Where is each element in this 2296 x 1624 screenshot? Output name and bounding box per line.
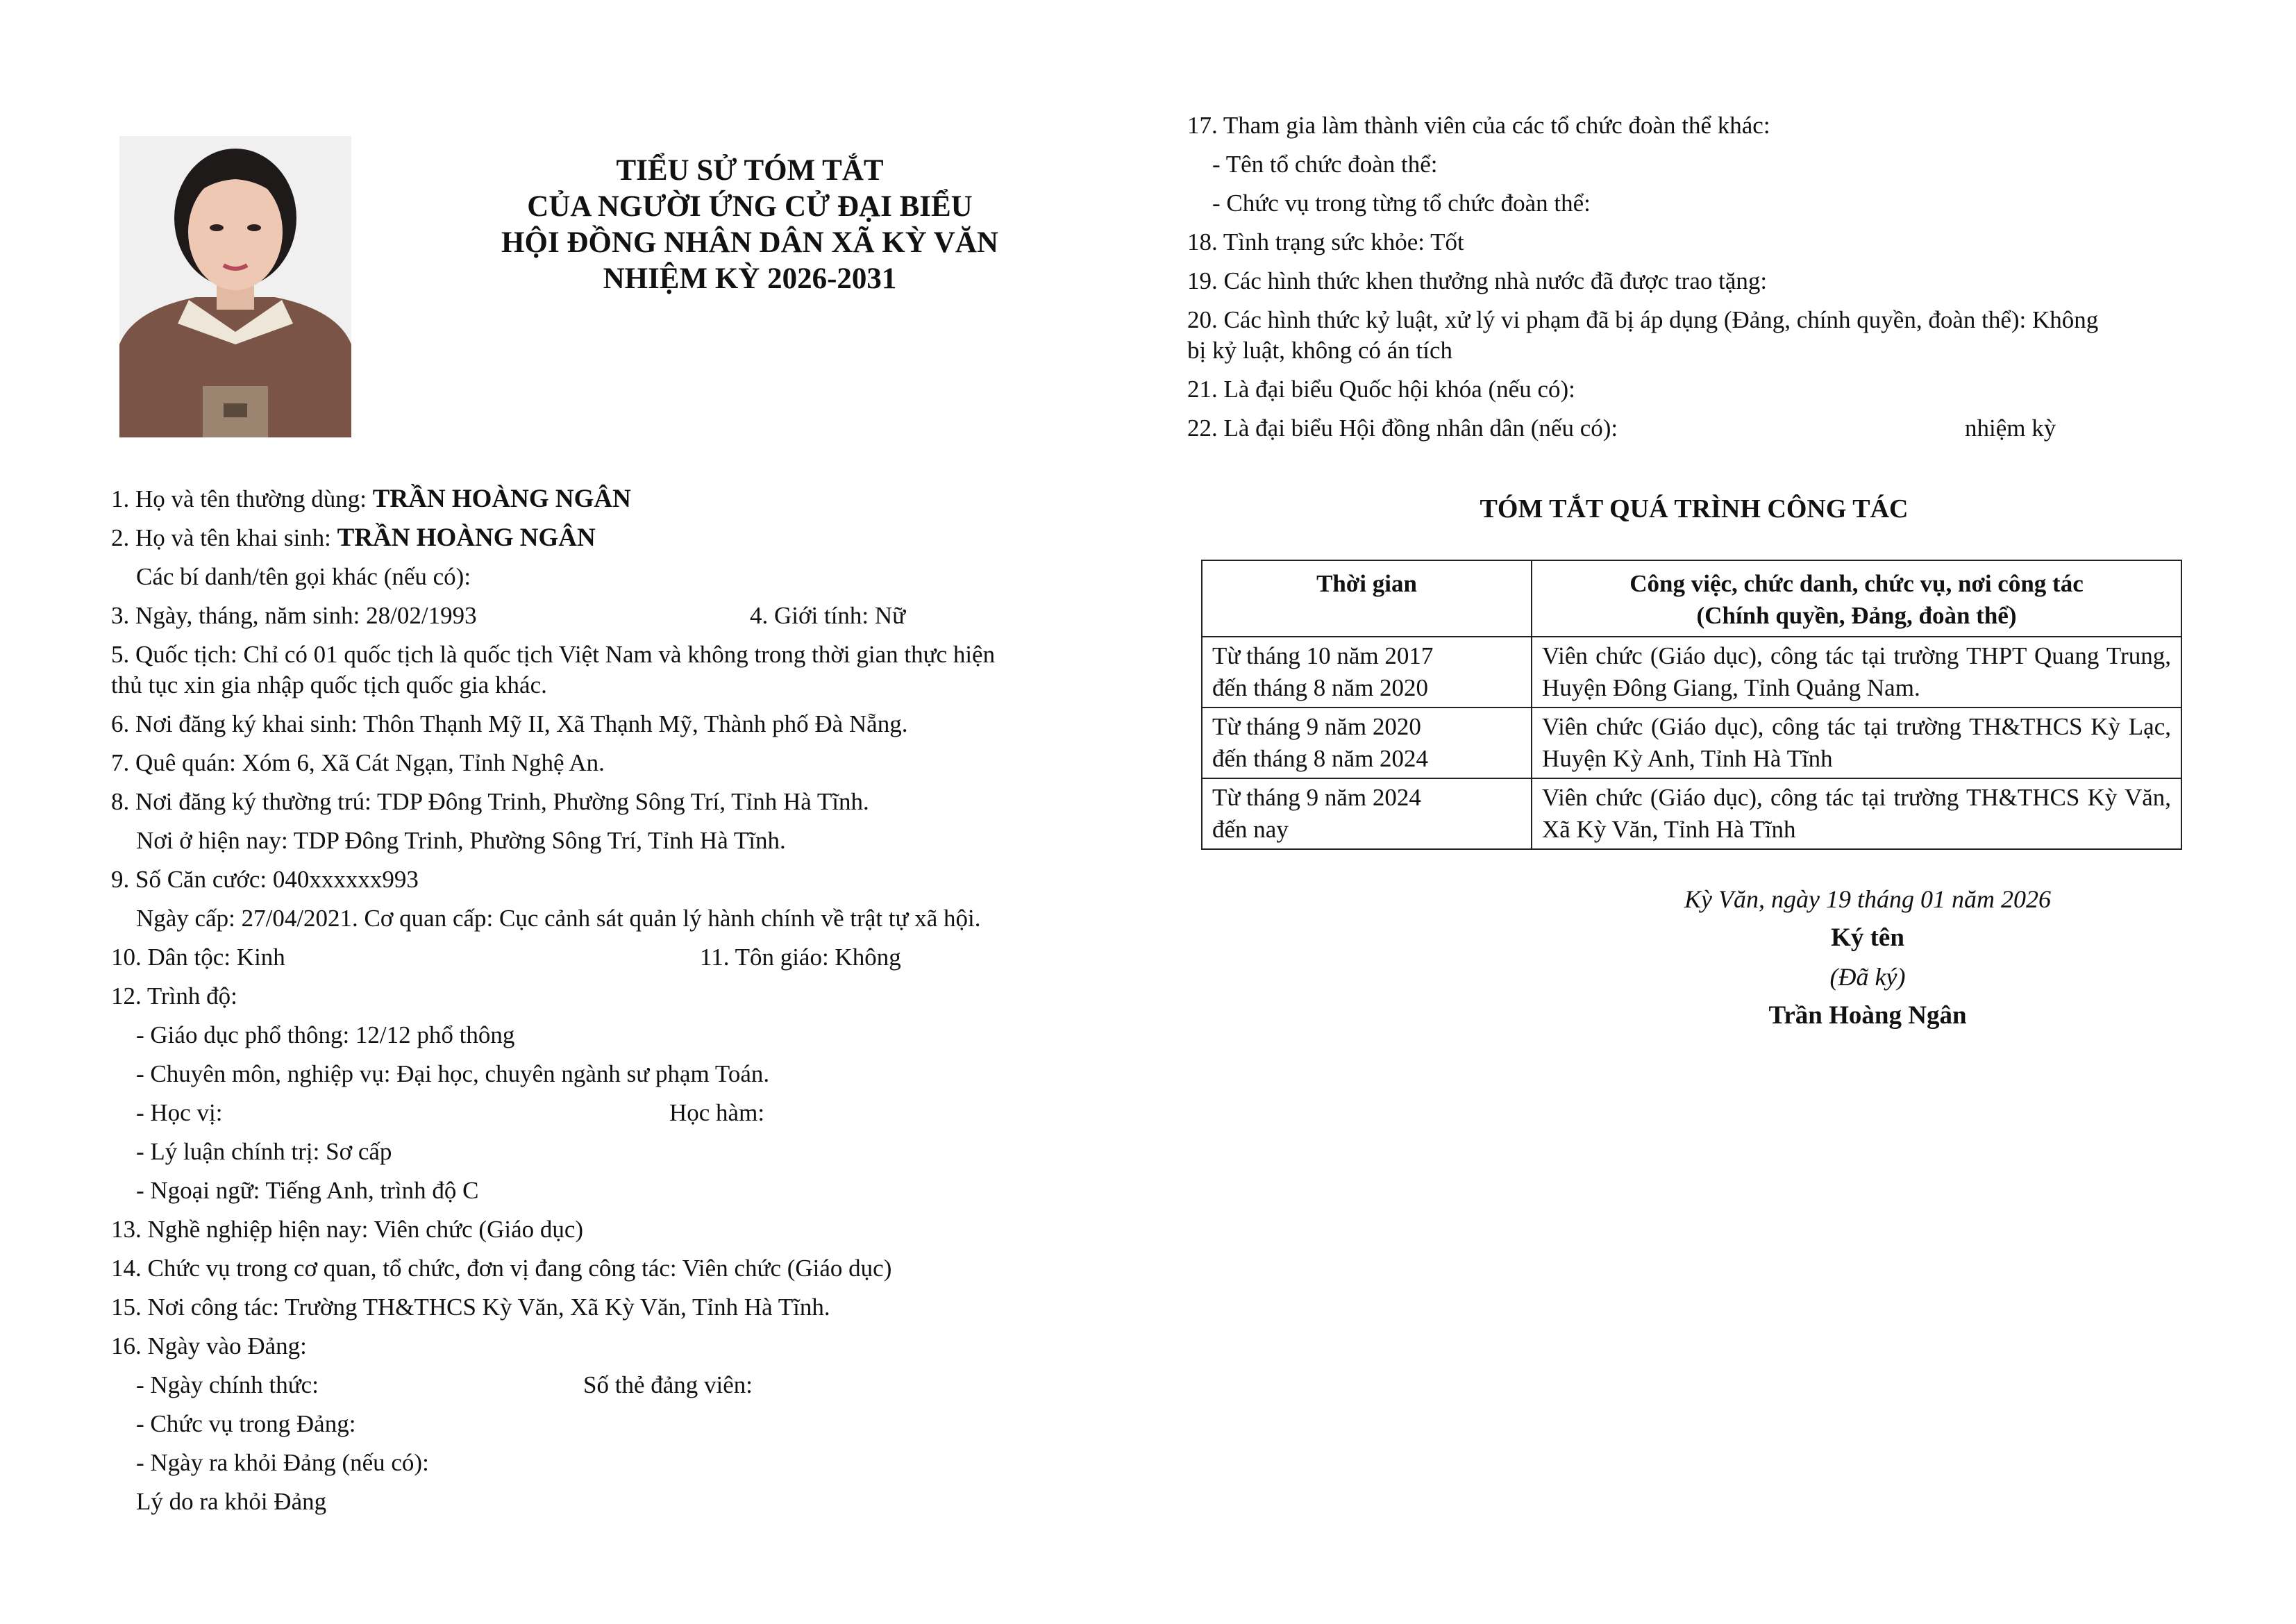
- item-1-label: 1. Họ và tên thường dùng:: [111, 485, 367, 512]
- item-17-org-name: - Tên tổ chức đoàn thể:: [1212, 151, 1438, 178]
- row-time: [1202, 708, 1532, 778]
- row-time: [1202, 778, 1532, 849]
- row-time-start: Từ tháng 9 năm 2020: [1212, 713, 1421, 740]
- item-16-party-position: - Chức vụ trong Đảng:: [136, 1410, 356, 1437]
- row-time-start: Từ tháng 10 năm 2017: [1212, 642, 1434, 669]
- row-job: Viên chức (Giáo dục), công tác tại trường TH&THCS Kỳ Văn, Xã Kỳ Văn, Tỉnh Hà Tĩnh: [1532, 778, 2181, 849]
- header-time-label: Thời gian: [1316, 570, 1417, 597]
- item-12-specialty: - Chuyên môn, nghiệp vụ: Đại học, chuyên ngành sư phạm Toán.: [136, 1060, 770, 1087]
- alias-line: Các bí danh/tên gọi khác (nếu có):: [136, 563, 471, 590]
- item-16-party-card: Số thẻ đảng viên:: [583, 1371, 753, 1398]
- item-19-awards: 19. Các hình thức khen thưởng nhà nước đã được trao tặng:: [1187, 267, 1768, 294]
- item-21-national-assembly: 21. Là đại biểu Quốc hội khóa (nếu có):: [1187, 376, 1575, 403]
- item-9-id-number: 9. Số Căn cước: 040xxxxxx993: [111, 866, 419, 893]
- item-2: [111, 524, 596, 553]
- table-row: [1202, 637, 2181, 708]
- item-20-line-1: 20. Các hình thức kỷ luật, xử lý vi phạm đã bị áp dụng (Đảng, chính quyền, đoàn thể): Không: [1187, 306, 2099, 333]
- title-line-4: NHIỆM KỲ 2026-2031: [603, 262, 897, 295]
- row-job: Viên chức (Giáo dục), công tác tại trường THPT Quang Trung, Huyện Đông Giang, Tỉnh Quảng Nam.: [1532, 637, 2181, 708]
- signature-signed-note: (Đã ký): [1829, 963, 1906, 991]
- item-12-general-education: - Giáo dục phổ thông: 12/12 phổ thông: [136, 1021, 515, 1048]
- item-12-education: 12. Trình độ:: [111, 982, 237, 1010]
- title-line-1: TIỂU SỬ TÓM TẮT: [616, 154, 884, 187]
- item-13-occupation: 13. Nghề nghiệp hiện nay: Viên chức (Giáo dục): [111, 1216, 584, 1243]
- row-time: [1202, 637, 1532, 708]
- row-job: Viên chức (Giáo dục), công tác tại trường TH&THCS Kỳ Lạc, Huyện Kỳ Anh, Tỉnh Hà Tĩnh: [1532, 708, 2181, 778]
- signature-place-date: Kỳ Văn, ngày 19 tháng 01 năm 2026: [1684, 885, 2051, 913]
- header-job-line-1: Công việc, chức danh, chức vụ, nơi công tác: [1629, 570, 2084, 597]
- row-time-end: đến nay: [1212, 816, 1289, 843]
- table-header-row: [1202, 560, 2181, 637]
- work-history-table: [1201, 560, 2182, 850]
- table-row: [1202, 708, 2181, 778]
- header-job: [1532, 560, 2181, 637]
- item-15-workplace: 15. Nơi công tác: Trường TH&THCS Kỳ Văn, Xã Kỳ Văn, Tỉnh Hà Tĩnh.: [111, 1294, 830, 1321]
- row-time-end: đến tháng 8 năm 2024: [1212, 745, 1429, 772]
- birth-name-value: TRẦN HOÀNG NGÂN: [337, 524, 596, 552]
- item-1: [111, 485, 631, 514]
- item-17-organizations: 17. Tham gia làm thành viên của các tổ chức đoàn thể khác:: [1187, 112, 1770, 139]
- item-6-birthplace: 6. Nơi đăng ký khai sinh: Thôn Thạnh Mỹ II, Xã Thạnh Mỹ, Thành phố Đà Nẵng.: [111, 710, 908, 737]
- item-16-official-date: - Ngày chính thức:: [136, 1371, 319, 1398]
- item-2-label: 2. Họ và tên khai sinh:: [111, 524, 331, 551]
- header-job-line-2: (Chính quyền, Đảng, đoàn thể): [1696, 602, 2017, 629]
- item-22-term: nhiệm kỳ: [1965, 415, 2056, 442]
- item-8-residence: 8. Nơi đăng ký thường trú: TDP Đông Trinh, Phường Sông Trí, Tỉnh Hà Tĩnh.: [111, 788, 869, 815]
- work-history-title: TÓM TẮT QUÁ TRÌNH CÔNG TÁC: [1480, 494, 1909, 524]
- item-16-party-leave-reason: Lý do ra khỏi Đảng: [136, 1488, 327, 1515]
- common-name-value: TRẦN HOÀNG NGÂN: [372, 485, 631, 513]
- item-5-line-1: 5. Quốc tịch: Chỉ có 01 quốc tịch là quốc tịch Việt Nam và không trong thời gian thực hiện: [111, 641, 996, 668]
- item-4-gender: 4. Giới tính: Nữ: [750, 602, 906, 629]
- item-22-peoples-council: 22. Là đại biểu Hội đồng nhân dân (nếu có):: [1187, 415, 1618, 442]
- item-14-position: 14. Chức vụ trong cơ quan, tổ chức, đơn vị đang công tác: Viên chức (Giáo dục): [111, 1255, 892, 1282]
- item-5-line-2: thủ tục xin gia nhập quốc tịch quốc gia khác.: [111, 671, 547, 698]
- signature-label: Ký tên: [1831, 923, 1904, 952]
- item-18-health: 18. Tình trạng sức khỏe: Tốt: [1187, 228, 1464, 256]
- item-16-party-join-date: 16. Ngày vào Đảng:: [111, 1332, 307, 1359]
- item-12-academic-title: Học hàm:: [669, 1099, 765, 1126]
- item-3-birthdate: 3. Ngày, tháng, năm sinh: 28/02/1993: [111, 602, 477, 629]
- item-9-issue-info: Ngày cấp: 27/04/2021. Cơ quan cấp: Cục cảnh sát quản lý hành chính về trật tự xã hội.: [136, 905, 981, 932]
- item-7-hometown: 7. Quê quán: Xóm 6, Xã Cát Ngạn, Tỉnh Nghệ An.: [111, 749, 605, 776]
- item-12-political-theory: - Lý luận chính trị: Sơ cấp: [136, 1138, 392, 1165]
- item-10-ethnicity: 10. Dân tộc: Kinh: [111, 944, 285, 971]
- portrait-photo: [119, 136, 351, 437]
- item-12-foreign-language: - Ngoại ngữ: Tiếng Anh, trình độ C: [136, 1177, 479, 1204]
- item-12-degree: - Học vị:: [136, 1099, 223, 1126]
- header-time: [1202, 560, 1532, 637]
- table-row: [1202, 778, 2181, 849]
- item-20-line-2: bị kỷ luật, không có án tích: [1187, 337, 1453, 364]
- document-title: [430, 153, 1069, 297]
- item-11-religion: 11. Tôn giáo: Không: [700, 944, 901, 971]
- title-line-2: CỦA NGƯỜI ỨNG CỬ ĐẠI BIỂU: [527, 190, 973, 223]
- item-17-org-position: - Chức vụ trong từng tổ chức đoàn thể:: [1212, 190, 1591, 217]
- item-16-party-leave-date: - Ngày ra khỏi Đảng (nếu có):: [136, 1449, 429, 1476]
- row-time-start: Từ tháng 9 năm 2024: [1212, 784, 1421, 811]
- title-line-3: HỘI ĐỒNG NHÂN DÂN XÃ KỲ VĂN: [501, 226, 998, 259]
- row-time-end: đến tháng 8 năm 2020: [1212, 674, 1429, 701]
- signature-name: Trần Hoàng Ngân: [1768, 1001, 1967, 1030]
- item-8-current-address: Nơi ở hiện nay: TDP Đông Trinh, Phường Sông Trí, Tỉnh Hà Tĩnh.: [136, 827, 786, 854]
